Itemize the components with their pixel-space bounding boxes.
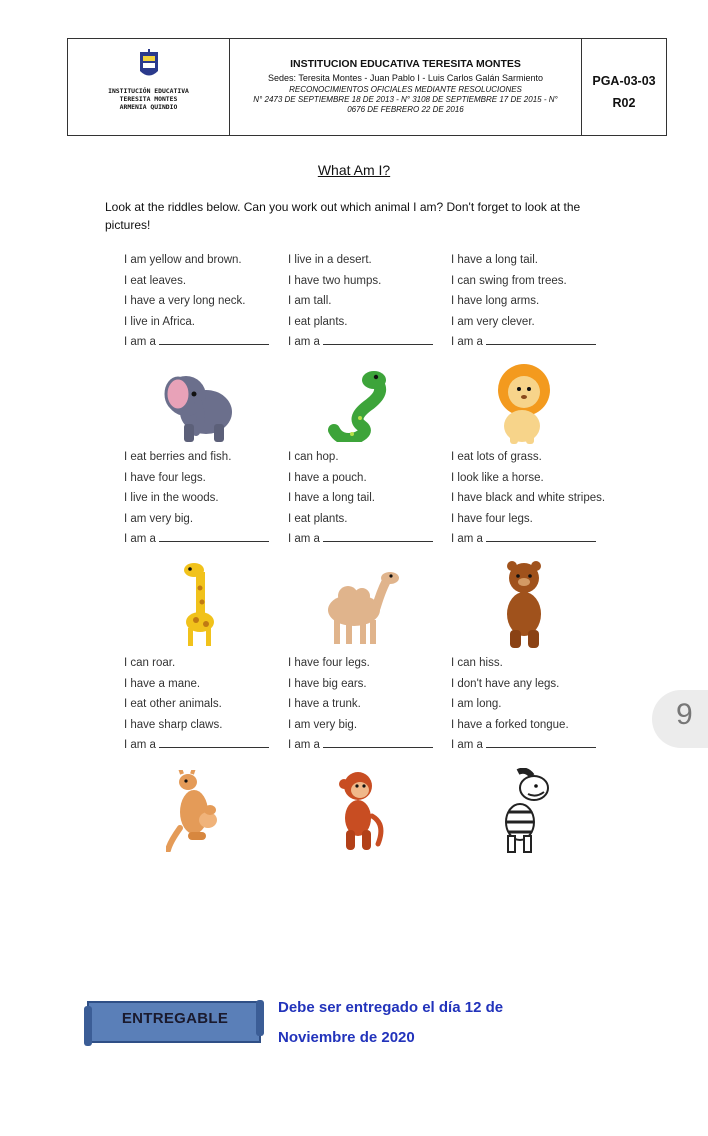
answer-prefix: I am a <box>288 336 320 349</box>
riddle-clue: I have a trunk. <box>288 698 361 711</box>
riddle-clue: I am very big. <box>124 512 194 525</box>
riddle-clue: I have a long tail. <box>451 254 538 266</box>
riddle-clue: I can hop. <box>288 451 339 463</box>
riddle-clue: I have four legs. <box>451 512 533 525</box>
institution-info-cell <box>230 39 582 135</box>
riddle-clue: I have a mane. <box>124 677 201 690</box>
answer-blank[interactable] <box>159 736 269 748</box>
riddle-clue: I have black and white stripes. <box>451 492 606 505</box>
riddle-clue: I have four legs. <box>288 657 370 669</box>
recognition-line: N° 2473 DE SEPTIEMBRE 18 DE 2013 - N° 3108 DE SEPTIEMBRE 17 DE 2015 - N° <box>253 95 558 104</box>
riddle-block <box>451 653 611 756</box>
answer-prefix: I am a <box>451 739 483 752</box>
lion-icon <box>488 360 560 448</box>
riddle-block <box>124 447 284 550</box>
riddle-clue: I have a forked tongue. <box>451 718 569 731</box>
answer-line <box>451 735 611 756</box>
worksheet-intro: Look at the riddles below. Can you work out which animal I am? Don't forget to look at the pictures! <box>105 200 581 232</box>
page-number-tab <box>652 690 708 748</box>
riddle-clue: I am long. <box>451 698 502 711</box>
riddle-clue: I have long arms. <box>451 295 540 308</box>
deadline-text <box>278 993 578 1053</box>
riddle-clue: I eat plants. <box>288 512 348 525</box>
answer-line <box>288 529 448 550</box>
riddle-clue: I can hiss. <box>451 657 503 669</box>
school-name-small <box>68 87 229 111</box>
answer-line <box>288 735 448 756</box>
answer-line <box>124 529 284 550</box>
riddle-clue: I eat other animals. <box>124 698 222 711</box>
answer-line <box>124 332 284 353</box>
institution-header <box>67 38 667 136</box>
riddle-block <box>124 250 284 353</box>
riddle-clue: I live in a desert. <box>288 254 372 266</box>
riddle-clue: I can swing from trees. <box>451 274 567 287</box>
riddle-clue: I live in Africa. <box>124 315 195 328</box>
deadline-line: Debe ser entregado el día 12 de <box>278 999 504 1016</box>
snake-icon <box>326 368 392 442</box>
riddle-block <box>288 447 448 550</box>
riddle-clue: I am yellow and brown. <box>124 254 242 266</box>
school-crest-icon <box>138 49 160 81</box>
answer-prefix: I am a <box>124 336 156 349</box>
answer-blank[interactable] <box>323 530 433 542</box>
deadline-line: Noviembre de 2020 <box>278 1029 415 1046</box>
answer-blank[interactable] <box>486 530 596 542</box>
bear-icon <box>500 560 550 650</box>
answer-line <box>124 735 284 756</box>
riddle-clue: I eat berries and fish. <box>124 451 232 463</box>
answer-line <box>288 332 448 353</box>
elephant-icon <box>158 362 240 448</box>
answer-prefix: I am a <box>124 533 156 546</box>
answer-line <box>451 529 611 550</box>
riddle-clue: I have four legs. <box>124 471 206 484</box>
camel-icon <box>318 564 402 648</box>
answer-blank[interactable] <box>159 333 269 345</box>
recognition-text <box>230 85 581 115</box>
institution-title: INSTITUCION EDUCATIVA TERESITA MONTES <box>290 58 521 70</box>
riddle-clue: I look like a horse. <box>451 471 544 484</box>
riddle-clue: I eat lots of grass. <box>451 451 542 463</box>
answer-blank[interactable] <box>159 530 269 542</box>
recognition-line: 0676 DE FEBRERO 22 DE 2016 <box>347 105 464 114</box>
riddle-clue: I have a long tail. <box>288 492 375 505</box>
riddle-block <box>124 653 284 756</box>
page-number: 9 <box>676 698 693 731</box>
riddle-clue: I have big ears. <box>288 677 367 690</box>
answer-blank[interactable] <box>323 333 433 345</box>
document-code: PGA-03-03 <box>592 74 656 88</box>
answer-blank[interactable] <box>323 736 433 748</box>
riddle-clue: I eat leaves. <box>124 274 187 287</box>
riddle-block <box>451 447 611 550</box>
answer-prefix: I am a <box>288 533 320 546</box>
answer-prefix: I am a <box>288 739 320 752</box>
answer-prefix: I am a <box>451 336 483 349</box>
document-revision: R02 <box>612 96 636 110</box>
riddle-clue: I can roar. <box>124 657 176 669</box>
institution-sedes: Sedes: Teresita Montes - Juan Pablo I - Luis Carlos Galán Sarmiento <box>268 73 543 83</box>
riddle-block <box>451 250 611 353</box>
riddle-clue: I am very big. <box>288 718 358 731</box>
entregable-badge: ENTREGABLE <box>121 1010 229 1027</box>
answer-prefix: I am a <box>451 533 483 546</box>
recognition-line: RECONOCIMIENTOS OFICIALES MEDIANTE RESOLUCIONES <box>289 85 522 94</box>
riddle-clue: I live in the woods. <box>124 492 219 505</box>
giraffe-icon <box>176 558 224 650</box>
riddle-clue: I am tall. <box>288 295 332 308</box>
riddle-clue: I have sharp claws. <box>124 718 223 731</box>
riddle-clue: I have a pouch. <box>288 471 367 484</box>
answer-prefix: I am a <box>124 739 156 752</box>
logo-cell <box>68 39 230 135</box>
document-code-cell <box>582 39 666 135</box>
answer-blank[interactable] <box>486 736 596 748</box>
answer-blank[interactable] <box>486 333 596 345</box>
monkey-icon <box>332 768 388 854</box>
riddle-block <box>288 250 448 353</box>
riddle-block <box>288 653 448 756</box>
riddle-clue: I don't have any legs. <box>451 677 560 690</box>
school-name-line: TERESITA MONTES <box>119 95 178 103</box>
riddle-clue: I eat plants. <box>288 315 348 328</box>
school-city-line: ARMENIA QUINDIO <box>119 103 178 111</box>
worksheet-title: What Am I? <box>317 162 391 178</box>
riddle-clue: I am very clever. <box>451 315 535 328</box>
riddle-clue: I have a very long neck. <box>124 295 246 308</box>
zebra-icon <box>492 768 554 854</box>
kangaroo-icon <box>166 770 226 852</box>
riddle-clue: I have two humps. <box>288 274 382 287</box>
answer-line <box>451 332 611 353</box>
school-name-line: INSTITUCIÓN EDUCATIVA <box>108 87 189 95</box>
